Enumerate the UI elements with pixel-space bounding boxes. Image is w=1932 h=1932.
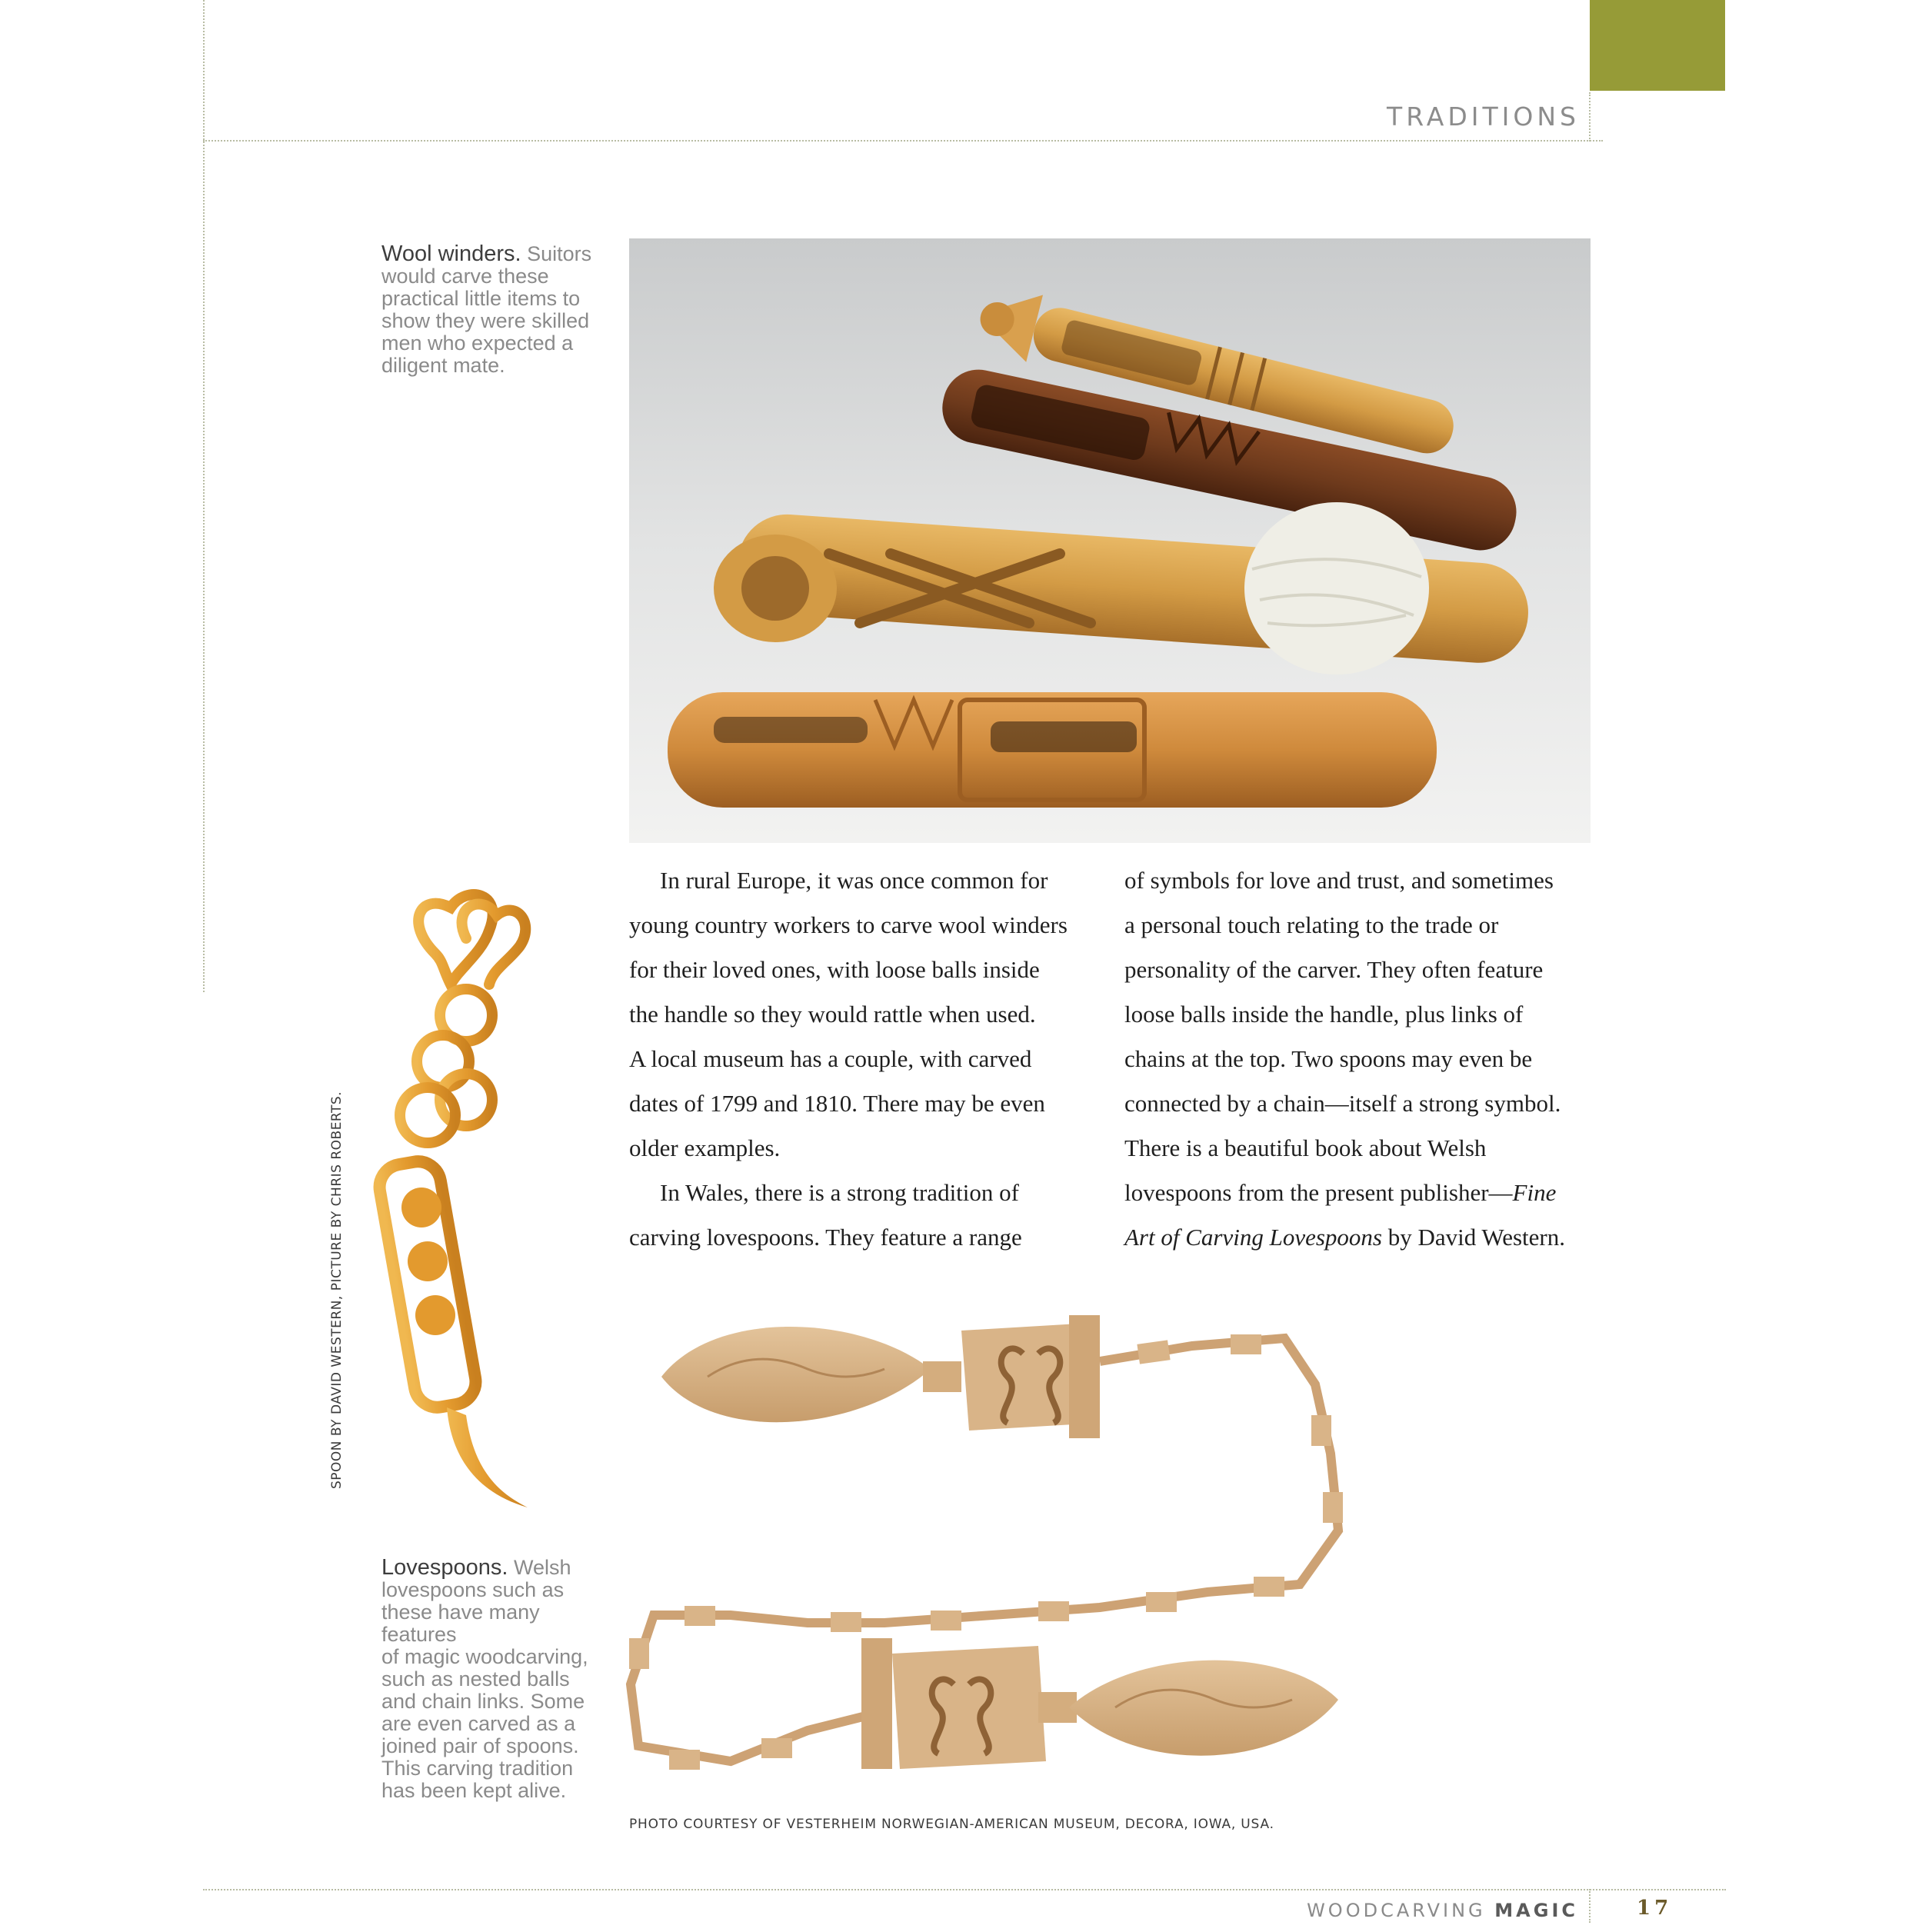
text-line: young country workers to carve wool winders [629,911,1068,938]
book-title: Art of Carving Lovespoons [1124,1224,1382,1251]
caption-line: Welsh [513,1556,571,1579]
text-line: There is a beautiful book about Welsh [1124,1134,1487,1161]
wool-winders-photo [629,238,1591,843]
caption-line: This carving tradition [381,1757,574,1780]
text-line: A local museum has a couple, with carved [629,1045,1032,1072]
caption-line: would carve these [381,265,549,288]
article-column-1 [629,858,1103,1260]
text-line: dates of 1799 and 1810. There may be even [629,1090,1045,1117]
text-line: carving lovespoons. They feature a range [629,1224,1022,1251]
book-title: Fine [1512,1179,1557,1206]
wool-winders-caption [381,243,605,377]
text-line: chains at the top. Two spoons may even be [1124,1045,1533,1072]
caption-line: men who expected a [381,331,574,355]
caption-line: of magic woodcarving, [381,1645,588,1668]
caption-lead: Lovespoons. [381,1555,508,1580]
header-divider [1589,92,1591,142]
caption-line: lovespoons such as [381,1578,565,1601]
text-line: personality of the carver. They often feature [1124,956,1544,983]
header-rule [203,140,1603,142]
caption-line: such as nested balls [381,1667,570,1690]
lovespoons-caption [381,1557,605,1802]
caption-line: are even carved as a [381,1712,576,1735]
text-line: of symbols for love and trust, and sometimes [1124,867,1554,894]
lovespoons-photo-credit: PHOTO COURTESY OF VESTERHEIM NORWEGIAN-AMERICAN MUSEUM, DECORA, IOWA, USA. [629,1817,1274,1832]
joined-lovespoons-photo [608,1300,1531,1800]
caption-lead: Wool winders. [381,242,521,266]
book-author: by David Western. [1381,1224,1565,1251]
caption-line: joined pair of spoons. [381,1734,579,1757]
caption-line: and chain links. Some [381,1690,585,1713]
footer-divider [1589,1889,1591,1923]
paragraph-2 [629,1171,1103,1260]
text-line: connected by a chain—itself a strong symbol. [1124,1090,1561,1117]
text-line: lovespoons from the present publisher— [1124,1179,1513,1206]
paragraph-1 [629,858,1103,1171]
text-line: loose balls inside the handle, plus links of [1124,1001,1524,1028]
section-accent-block [1590,0,1725,91]
text-line: older examples. [629,1134,781,1161]
article-column-2 [1124,858,1601,1260]
spoon-photo-credit: SPOON BY DAVID WESTERN, PICTURE BY CHRIS ROBERTS. [329,1091,345,1489]
lovespoon-bottom [861,1638,1338,1769]
running-footer-title [1231,1900,1578,1921]
text-line: for their loved ones, with loose balls inside [629,956,1040,983]
footer-title-light: WOODCARVING [1307,1900,1486,1921]
text-line: the handle so they would rattle when used. [629,1001,1036,1028]
paragraph-2-continued [1124,858,1601,1260]
caption-line: these have many features [381,1601,540,1646]
footer-title-bold: MAGIC [1494,1900,1578,1921]
text-line: In Wales, there is a strong tradition of [660,1179,1019,1206]
caption-line: Suitors [527,242,592,265]
single-lovespoon-photo [351,884,612,1523]
caption-line: show they were skilled [381,309,590,332]
page-margin-rule [203,0,205,992]
wool-winder-4 [668,692,1437,808]
lovespoon-top [661,1315,1100,1438]
section-title: TRADITIONS [1387,102,1580,132]
text-line: In rural Europe, it was once common for [660,867,1048,894]
page-number: 17 [1637,1897,1673,1920]
caption-line: practical little items to [381,287,581,310]
caption-line: diligent mate. [381,354,505,377]
text-line: a personal touch relating to the trade or [1124,911,1499,938]
footer-rule [203,1889,1726,1890]
caption-line: has been kept alive. [381,1779,567,1802]
